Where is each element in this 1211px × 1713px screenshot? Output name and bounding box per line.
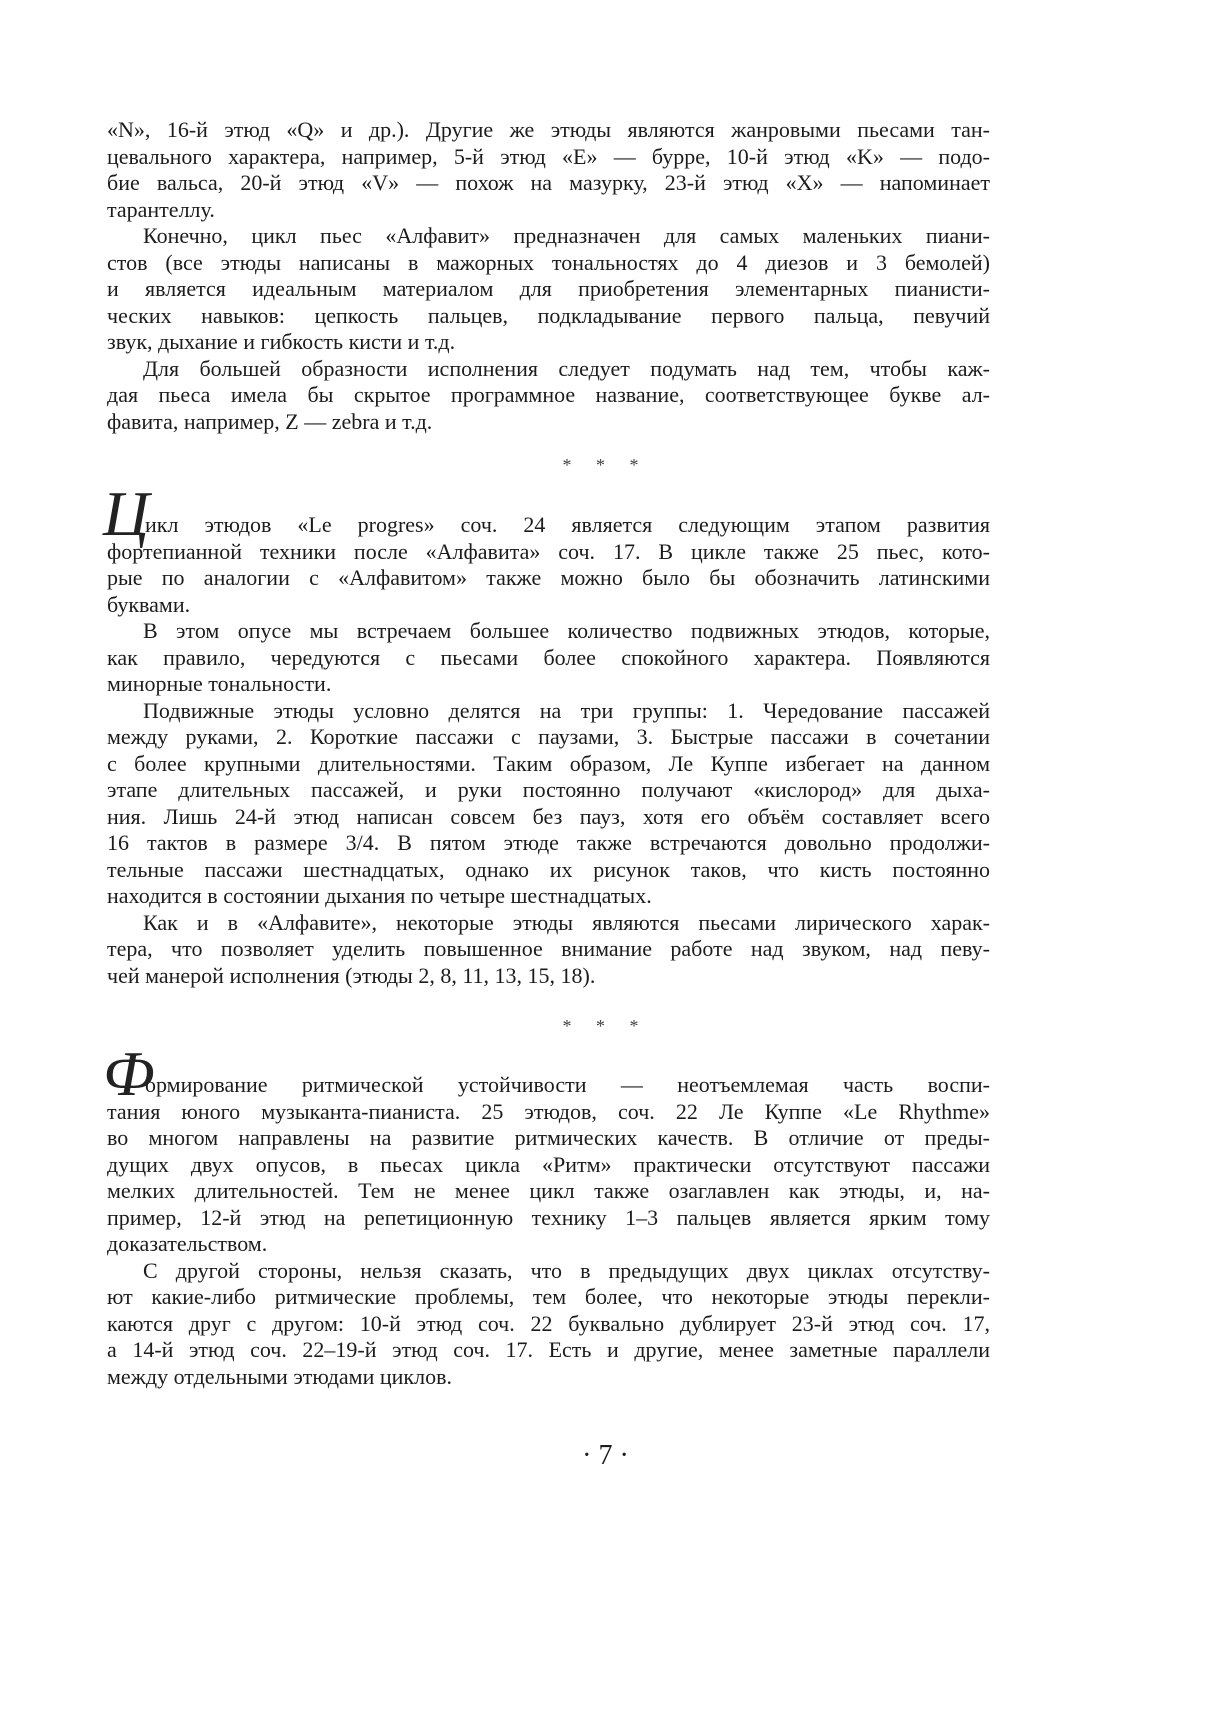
text-line: доказательством. — [107, 1231, 268, 1256]
text-line: 16 тактов в размере 3/4. В пятом этюде также встречаются довольно продолжи- — [107, 830, 990, 855]
text-line: цевального характера, например, 5-й этюд «E» — бурре, 10-й этюд «K» — подо- — [107, 143, 990, 169]
text-line: во многом направлены на развитие ритмических качеств. В отличие от преды- — [107, 1125, 990, 1150]
page-number: · 7 · — [582, 1440, 629, 1471]
text-line: минорные тональности. — [107, 671, 332, 696]
paragraph — [107, 1072, 990, 1258]
section-le-rhythme — [103, 1038, 990, 1390]
paragraph — [107, 910, 990, 990]
text-line: Конечно, цикл пьес «Алфавит» предназначен для самых маленьких пиани- — [143, 223, 990, 248]
text-line: фортепианной техники после «Алфавита» соч. 17. В цикле также 25 пьес, кото- — [107, 538, 990, 564]
text-line: мелких длительностей. Тем не менее цикл также озаглавлен как этюды, и, на- — [107, 1178, 990, 1203]
text-line: С другой стороны, нельзя сказать, что в предыдущих двух циклах отсутству- — [143, 1257, 990, 1283]
drop-cap: Ц — [103, 478, 150, 549]
text-line: Подвижные этюды условно делятся на три группы: 1. Чередование пассажей — [143, 697, 990, 723]
text-line: Как и в «Алфавите», некоторые этюды являются пьесами лирического харак- — [143, 909, 990, 935]
drop-cap: Ф — [103, 1038, 155, 1109]
text-line: икл этюдов «Le progres» соч. 24 является следующим этапом развития — [145, 512, 990, 537]
text-line: тельные пассажи шестнадцатых, однако их рисунок таков, что кисть постоянно — [107, 856, 990, 882]
text-line: ческих навыков: цепкость пальцев, подкладывание первого пальца, певучий — [107, 302, 990, 328]
text-line: бие вальса, 20-й этюд «V» — похож на мазурку, 23-й этюд «X» — напоминает — [107, 170, 990, 195]
text-line: стов (все этюды написаны в мажорных тональностях до 4 диезов и 3 бемолей) — [107, 249, 990, 275]
paragraph — [107, 512, 990, 618]
text-line: а 14-й этюд соч. 22–19-й этюд соч. 17. Есть и другие, менее заметные параллели — [107, 1337, 990, 1362]
text-line: чей манерой исполнения (этюды 2, 8, 11, 13, 15, 18). — [107, 962, 596, 988]
paragraph — [107, 618, 990, 698]
text-line: каются друг с другом: 10-й этюд соч. 22 буквально дублирует 23-й этюд соч. 17, — [107, 1310, 990, 1336]
text-line: тарантеллу. — [107, 196, 215, 222]
paragraph — [107, 1258, 990, 1391]
text-line: как правило, чередуются с пьесами более спокойного характера. Появляются — [107, 644, 990, 670]
text-line: звук, дыхание и гибкость кисти и т.д. — [107, 329, 456, 354]
text-line: ормирование ритмической устойчивости — неотъемлемая часть воспи- — [145, 1072, 990, 1097]
text-line: с более крупными длительностями. Таким образом, Ле Куппе избегает на данном — [107, 750, 990, 776]
text-line: рые по аналогии с «Алфавитом» также можно было бы обозначить латинскими — [107, 565, 990, 590]
paragraph — [107, 698, 990, 910]
text-line: тания юного музыканта-пианиста. 25 этюдов, соч. 22 Ле Куппе «Le Rhythme» — [107, 1098, 990, 1124]
section-separator: * * * — [562, 1016, 649, 1036]
text-line: Для большей образности исполнения следует подумать над тем, чтобы каж- — [143, 355, 990, 381]
section-alphabet — [107, 117, 990, 435]
text-line: ют какие-либо ритмические проблемы, тем более, что некоторые этюды перекли- — [107, 1284, 990, 1309]
section-separator: * * * — [562, 455, 649, 475]
text-line: между отдельными этюдами циклов. — [107, 1363, 452, 1389]
text-line: фавита, например, Z — zebra и т.д. — [107, 408, 433, 434]
text-line: пример, 12-й этюд на репетиционную технику 1–3 пальцев является ярким тому — [107, 1204, 990, 1230]
text-line: дущих двух опусов, в пьесах цикла «Ритм» практически отсутствуют пассажи — [107, 1151, 990, 1177]
text-line: и является идеальным материалом для приобретения элементарных пианисти- — [107, 276, 990, 301]
text-line: находится в состоянии дыхания по четыре шестнадцатых. — [107, 883, 652, 908]
text-line: ния. Лишь 24-й этюд написан совсем без пауз, хотя его объём составляет всего — [107, 803, 990, 829]
section-le-progres — [103, 478, 990, 989]
text-line: дая пьеса имела бы скрытое программное название, соответствующее букве ал- — [107, 382, 990, 407]
text-line: этапе длительных пассажей, и руки постоянно получают «кислород» для дыха- — [107, 777, 990, 802]
paragraph — [107, 117, 990, 223]
text-line: «N», 16-й этюд «Q» и др.). Другие же этюды являются жанровыми пьесами тан- — [107, 117, 990, 142]
text-line: В этом опусе мы встречаем большее количество подвижных этюдов, которые, — [143, 618, 990, 643]
paragraph — [107, 356, 990, 436]
text-line: буквами. — [107, 591, 191, 617]
paragraph — [107, 223, 990, 356]
text-line: тера, что позволяет уделить повышенное внимание работе над звуком, над певу- — [107, 936, 990, 961]
text-line: между руками, 2. Короткие пассажи с паузами, 3. Быстрые пассажи в сочетании — [107, 724, 990, 749]
